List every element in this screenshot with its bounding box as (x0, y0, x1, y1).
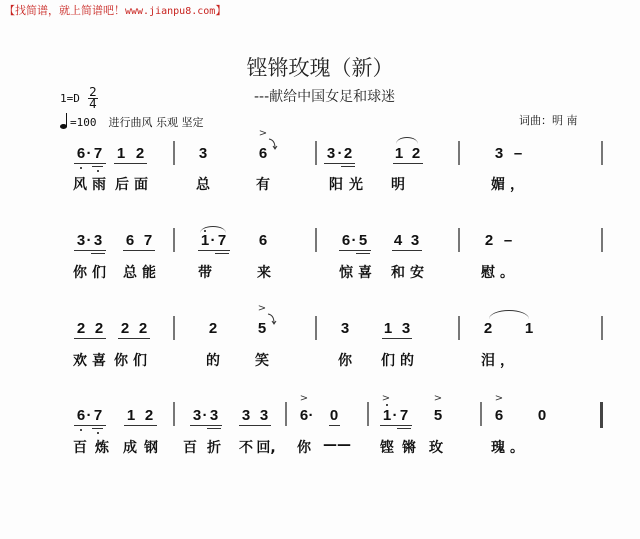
underline (190, 425, 222, 426)
composer-credit: 词曲：明 南 (519, 114, 578, 127)
slide-arrow-icon (268, 138, 278, 150)
note: 7 (93, 145, 103, 162)
underline (397, 428, 411, 429)
accent-mark: > (258, 128, 268, 139)
lyric: 你 (338, 353, 352, 369)
note: 5 (257, 320, 267, 337)
lyric: 后 (115, 177, 129, 193)
lyric: 风 (73, 177, 87, 193)
low-octave-dot (97, 432, 99, 434)
note: 6 (299, 407, 309, 424)
note: 2 (411, 145, 421, 162)
lyric: 折 (207, 440, 221, 456)
underline (324, 163, 355, 164)
note: 3 (410, 232, 420, 249)
slur (489, 310, 529, 319)
watermark-text: 【找简谱，就上简谱吧！ (4, 4, 125, 17)
note: 3 (93, 232, 103, 249)
note: 2 (135, 145, 145, 162)
lyric: ， (510, 177, 524, 193)
lyric: 泪 (481, 353, 495, 369)
note: 2 (483, 320, 493, 337)
lyric: 。 (500, 265, 514, 281)
bar-line (601, 141, 603, 165)
slur (200, 226, 226, 233)
watermark-banner (4, 2, 226, 18)
lyric: 玫 (429, 440, 443, 456)
lyric: 媚 (491, 177, 505, 193)
lyric: 不 (239, 440, 253, 456)
underline (198, 250, 230, 251)
lyric: 百 (73, 440, 87, 456)
watermark-url[interactable]: www.jianpu8.com (125, 6, 216, 17)
lyric: 你 (114, 353, 128, 369)
bar-line (458, 141, 460, 165)
lyric: 雨 (92, 177, 106, 193)
low-octave-dot (80, 167, 82, 169)
underline (380, 425, 412, 426)
bar-line (285, 402, 287, 426)
bar-line (480, 402, 482, 426)
lyric: 来 (257, 265, 271, 281)
note: · (86, 407, 92, 424)
underline (74, 425, 106, 426)
note: 5 (433, 407, 443, 424)
note: 1 (382, 407, 392, 424)
lyric: 。 (510, 440, 524, 456)
bar-line (367, 402, 369, 426)
underline (92, 166, 103, 167)
note: 2 (484, 232, 494, 249)
underline (74, 338, 106, 339)
lyric: 能 (142, 265, 156, 281)
accent-mark: > (299, 393, 309, 404)
note: 3 (192, 407, 202, 424)
note: · (337, 145, 343, 162)
note: · (392, 407, 398, 424)
note: 2 (76, 320, 86, 337)
lyric: 你 (73, 265, 87, 281)
underline (329, 425, 340, 426)
note: 4 (393, 232, 403, 249)
note: 2 (120, 320, 130, 337)
note: 1 (524, 320, 534, 337)
bar-line (315, 316, 317, 340)
note: 1 (200, 232, 210, 249)
note: 2 (94, 320, 104, 337)
note: 1 (383, 320, 393, 337)
note: 2 (138, 320, 148, 337)
accent-mark: > (257, 303, 267, 314)
lyric: 炼 (95, 440, 109, 456)
lyric: 安 (410, 265, 424, 281)
note: 6 (494, 407, 504, 424)
lyric: 百 (183, 440, 197, 456)
bar-line (173, 402, 175, 426)
note: 3 (259, 407, 269, 424)
note: 3 (401, 320, 411, 337)
time-signature-numerator: 2 (89, 85, 97, 99)
song-subtitle: ---献给中国女足和球迷 (254, 89, 396, 105)
note: 7 (143, 232, 153, 249)
note: 6 (341, 232, 351, 249)
tempo-marking (60, 113, 204, 130)
low-octave-dot (97, 170, 99, 172)
tempo-value: =100 (70, 116, 97, 129)
note: 0 (537, 407, 547, 424)
lyric: 阳 (329, 177, 343, 193)
underline (92, 428, 103, 429)
slur (396, 137, 418, 144)
lyric: 慰 (481, 265, 495, 281)
note: 1 (394, 145, 404, 162)
note: 6 (76, 145, 86, 162)
lyric: 你 (297, 440, 311, 456)
high-octave-dot (386, 404, 388, 406)
lyric: 们 (133, 353, 147, 369)
bar-line (601, 228, 603, 252)
watermark-close-bracket: 】 (215, 4, 227, 17)
lyric: 喜 (358, 265, 372, 281)
note: 2 (343, 145, 353, 162)
note: 6 (125, 232, 135, 249)
note: 2 (208, 320, 218, 337)
underline (114, 163, 147, 164)
lyric: 明 (391, 177, 405, 193)
lyric: 钢 (144, 440, 158, 456)
note: 3 (340, 320, 350, 337)
underline (239, 425, 271, 426)
lyric: 的 (206, 353, 220, 369)
note: 7 (93, 407, 103, 424)
accent-mark: > (381, 393, 391, 404)
note: 7 (399, 407, 409, 424)
note: · (351, 232, 357, 249)
underline (356, 253, 370, 254)
note: 3 (76, 232, 86, 249)
bar-line (315, 141, 317, 165)
quarter-note-icon (60, 113, 68, 129)
underline (341, 166, 355, 167)
lyric: 面 (134, 177, 148, 193)
bar-line (601, 316, 603, 340)
lyric: 和 (391, 265, 405, 281)
underline (123, 250, 155, 251)
note: 3 (241, 407, 251, 424)
slide-arrow-icon (267, 313, 277, 325)
underline (382, 338, 412, 339)
lyric: 回, (256, 440, 276, 456)
lyric: 的 (400, 353, 414, 369)
lyric: 欢 (73, 353, 87, 369)
bar-line (173, 316, 175, 340)
underline (215, 253, 229, 254)
lyric: 总 (123, 265, 137, 281)
note: – (513, 145, 523, 162)
note: 2 (144, 407, 154, 424)
note: · (308, 407, 314, 424)
note: 3 (209, 407, 219, 424)
lyric: —— (323, 437, 351, 453)
bar-line (173, 228, 175, 252)
lyric: 带 (198, 265, 212, 281)
note: · (202, 407, 208, 424)
lyric: 成 (123, 440, 137, 456)
note: – (503, 232, 513, 249)
note: 3 (326, 145, 336, 162)
lyric: 们 (92, 265, 106, 281)
bar-line (315, 228, 317, 252)
note: 3 (198, 145, 208, 162)
note: · (210, 232, 216, 249)
bar-line (458, 228, 460, 252)
note: 1 (116, 145, 126, 162)
note: 6 (76, 407, 86, 424)
underline (124, 425, 157, 426)
lyric: 铿 (380, 440, 394, 456)
accent-mark: > (494, 393, 504, 404)
note: 6 (258, 145, 268, 162)
note: 0 (329, 407, 339, 424)
note: 5 (358, 232, 368, 249)
lyric: 瑰 (491, 440, 505, 456)
underline (91, 253, 105, 254)
lyric: 惊 (339, 265, 353, 281)
song-title: 铿锵玫瑰（新） (246, 56, 394, 80)
underline (207, 428, 221, 429)
note: 3 (494, 145, 504, 162)
note: 7 (217, 232, 227, 249)
time-signature (88, 87, 98, 110)
underline (74, 163, 106, 164)
style-marking: 进行曲风 乐观 坚定 (108, 116, 204, 129)
bar-line (458, 316, 460, 340)
lyric: ， (500, 353, 514, 369)
underline (393, 163, 423, 164)
bar-line (173, 141, 175, 165)
lyric: 有 (256, 177, 270, 193)
final-bar-line (600, 402, 603, 428)
lyric: 笑 (255, 353, 269, 369)
accent-mark: > (433, 393, 443, 404)
underline (392, 250, 422, 251)
lyric: 光 (349, 177, 363, 193)
time-signature-denominator: 4 (89, 97, 97, 111)
underline (339, 250, 371, 251)
underline (118, 338, 150, 339)
note: 1 (126, 407, 136, 424)
underline (74, 250, 106, 251)
note: · (86, 145, 92, 162)
lyric: 们 (381, 353, 395, 369)
lyric: 锵 (402, 440, 416, 456)
lyric: 喜 (92, 353, 106, 369)
lyric: 总 (196, 177, 210, 193)
note: 6 (258, 232, 268, 249)
low-octave-dot (80, 429, 82, 431)
key-signature: 1=D (60, 92, 80, 105)
note: · (86, 232, 92, 249)
